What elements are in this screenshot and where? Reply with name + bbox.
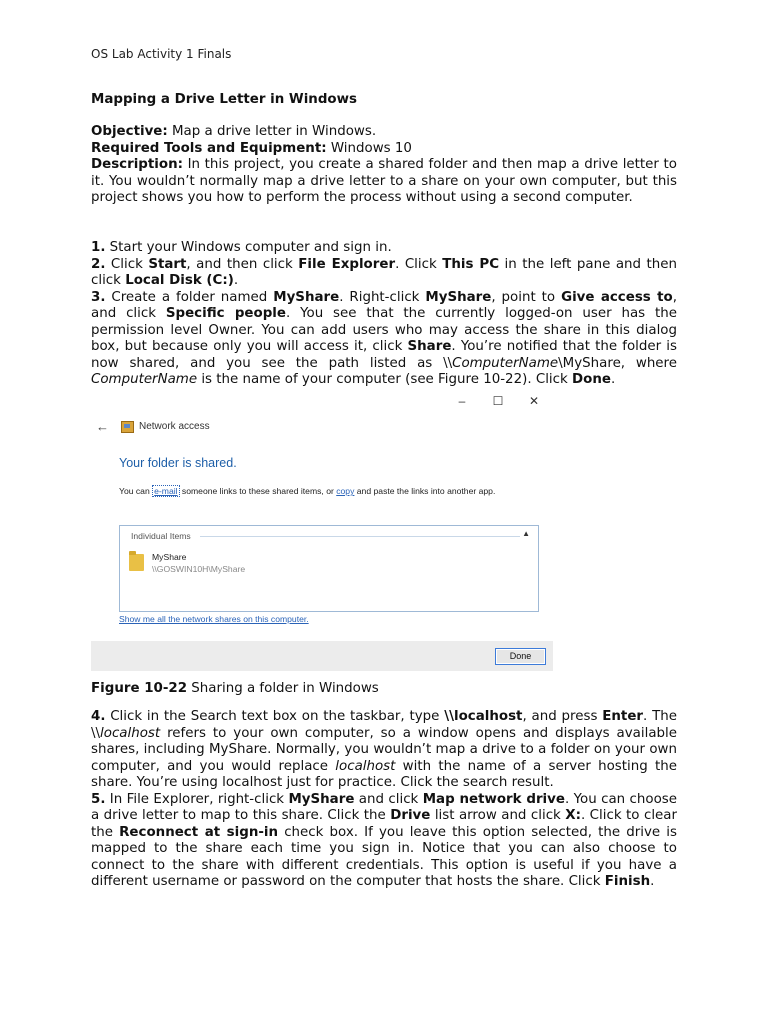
ui-term: X:	[565, 808, 581, 823]
tools-text: Windows 10	[326, 140, 412, 156]
maximize-icon[interactable]: ☐	[492, 394, 504, 408]
ui-term: Map network drive	[422, 791, 565, 807]
description-text: In this project, you create a shared folder and then map a drive letter to it. You wouldn’t normally map a drive letter to a share on your own computer, but this project shows you how to perform the process without using a second computer.	[91, 157, 677, 205]
ui-term: Done	[572, 372, 611, 387]
ui-term: MyShare	[288, 791, 355, 807]
step-text: , point to	[491, 289, 562, 305]
figure-network-access-dialog	[91, 392, 553, 671]
shared-heading: Your folder is shared.	[119, 456, 237, 470]
section-divider	[200, 536, 520, 537]
figure-caption	[91, 681, 379, 696]
ui-term: MyShare	[273, 289, 340, 305]
window-controls	[455, 394, 541, 408]
step-text: refers to your own computer, so a window opens and displays available shares, including MyShare. Normally, you wouldn’t map a drive to a folder on your own computer, and you would replace	[91, 725, 677, 774]
step-text: . You’re notified that the folder is now shared, and you see the path listed as \\	[91, 339, 677, 371]
step-number: 3.	[91, 289, 106, 305]
step-text: with the name of a server hosting the share. You’re using localhost just for practice. Click the search result.	[91, 758, 677, 790]
step-text: in the left pane and then click	[91, 256, 678, 288]
step-text: In File Explorer, right-click	[105, 791, 289, 807]
ui-term: This PC	[442, 256, 500, 272]
step-text: .	[233, 273, 239, 288]
step-text: Click in the Search text box on the taskbar, type	[105, 709, 445, 724]
step-text: . Click to clear the	[91, 808, 677, 840]
step-number: 4.	[91, 709, 106, 724]
ui-term: Finish	[604, 874, 651, 889]
step-text: list arrow and click	[430, 808, 566, 823]
page-header: OS Lab Activity 1 Finals	[91, 47, 232, 61]
placeholder-term: ComputerName	[91, 372, 198, 387]
step-text: , and then click	[186, 256, 299, 272]
network-share-icon	[121, 421, 134, 433]
step-text: .	[610, 372, 616, 387]
caption-label: Figure 10-22	[91, 681, 188, 696]
ui-term: \\localhost	[444, 709, 523, 724]
step-text: Start your Windows computer and sign in.	[105, 240, 392, 255]
step-text: . The \\	[91, 709, 677, 741]
step-text: Click	[105, 256, 149, 272]
step-number: 2.	[91, 256, 106, 272]
step-text: , and press	[522, 709, 603, 724]
dialog-nav-bar	[96, 419, 210, 434]
step-text: Create a folder named	[105, 289, 274, 305]
caption-text: Sharing a folder in Windows	[187, 681, 379, 696]
placeholder-term: localhost	[335, 758, 396, 774]
step-4	[91, 709, 677, 792]
step-text: . You see that the currently logged-on user has the permission level Owner. You can add users who may access the share in this dialog box, but because only you will access it, click	[91, 306, 677, 354]
dialog-title: Network access	[139, 421, 210, 432]
ui-term: Reconnect at sign-in	[119, 824, 279, 840]
back-arrow-icon[interactable]: ←	[96, 419, 109, 434]
ui-term: MyShare	[425, 289, 492, 305]
shared-item-name[interactable]: MyShare	[152, 552, 187, 562]
ui-term: Specific people	[165, 306, 286, 321]
dialog-footer	[91, 641, 553, 671]
shared-item-path: \\GOSWIN10H\MyShare	[152, 564, 246, 574]
ui-term: Start	[148, 256, 187, 272]
desc-text: someone links to these shared items, or	[179, 486, 337, 496]
ui-term: Enter	[602, 709, 644, 724]
step-text: . Click	[395, 256, 443, 272]
show-all-shares-link[interactable]: Show me all the network shares on this computer.	[119, 614, 309, 624]
step-1	[91, 240, 677, 257]
close-icon[interactable]: ✕	[528, 394, 540, 408]
email-link[interactable]: e-mail	[154, 486, 178, 496]
step-number: 5.	[91, 791, 106, 807]
step-text: and click	[354, 791, 423, 807]
step-text: . Right-click	[339, 289, 426, 305]
ui-term: File Explorer	[298, 256, 396, 272]
chevron-up-icon[interactable]: ▲	[522, 529, 530, 538]
placeholder-term: ComputerName	[452, 355, 559, 371]
step-text: .	[650, 874, 655, 889]
steps-1-3	[91, 240, 677, 389]
minimize-icon[interactable]: –	[458, 394, 466, 408]
done-button[interactable]: Done	[495, 648, 546, 665]
tools-label: Required Tools and Equipment:	[91, 140, 327, 156]
steps-4-5	[91, 709, 677, 891]
ui-term: Local Disk (C:)	[125, 273, 234, 288]
desc-text: and paste the links into another app.	[354, 486, 496, 496]
tools-paragraph	[91, 141, 677, 158]
step-text: \MyShare, where	[558, 355, 677, 371]
objective-label: Objective:	[91, 124, 168, 139]
step-text: . You can choose a drive letter to map to this share. Click the	[91, 791, 677, 823]
objective-text: Map a drive letter in Windows.	[167, 124, 377, 139]
step-number: 1.	[91, 240, 106, 255]
share-description	[119, 486, 495, 496]
step-text: is the name of your computer (see Figure 10-22). Click	[197, 372, 573, 387]
step-5	[91, 792, 677, 891]
objective-paragraph	[91, 124, 677, 141]
description-label: Description:	[91, 157, 183, 172]
individual-items-panel	[119, 525, 539, 612]
placeholder-term: localhost	[100, 725, 161, 741]
section-label: Individual Items	[131, 531, 191, 541]
document-title: Mapping a Drive Letter in Windows	[91, 92, 357, 107]
desc-text: You can	[119, 486, 153, 496]
step-text: , and click	[91, 289, 677, 321]
intro-section	[91, 124, 677, 207]
step-text: check box. If you leave this option selected, the drive is mapped to the share each time you sign in. Notice that you can also choose to connect to the share with different credentials. This option is useful if you have a different username or password on the computer that hosts the share. Click	[91, 824, 678, 889]
ui-term: Give access to	[561, 289, 673, 305]
ui-term: Share	[407, 339, 452, 354]
step-3	[91, 290, 677, 389]
folder-icon	[129, 554, 144, 571]
description-paragraph	[91, 157, 677, 207]
copy-link[interactable]: copy	[336, 486, 355, 496]
step-2	[91, 257, 677, 290]
ui-term: Drive	[390, 808, 431, 823]
